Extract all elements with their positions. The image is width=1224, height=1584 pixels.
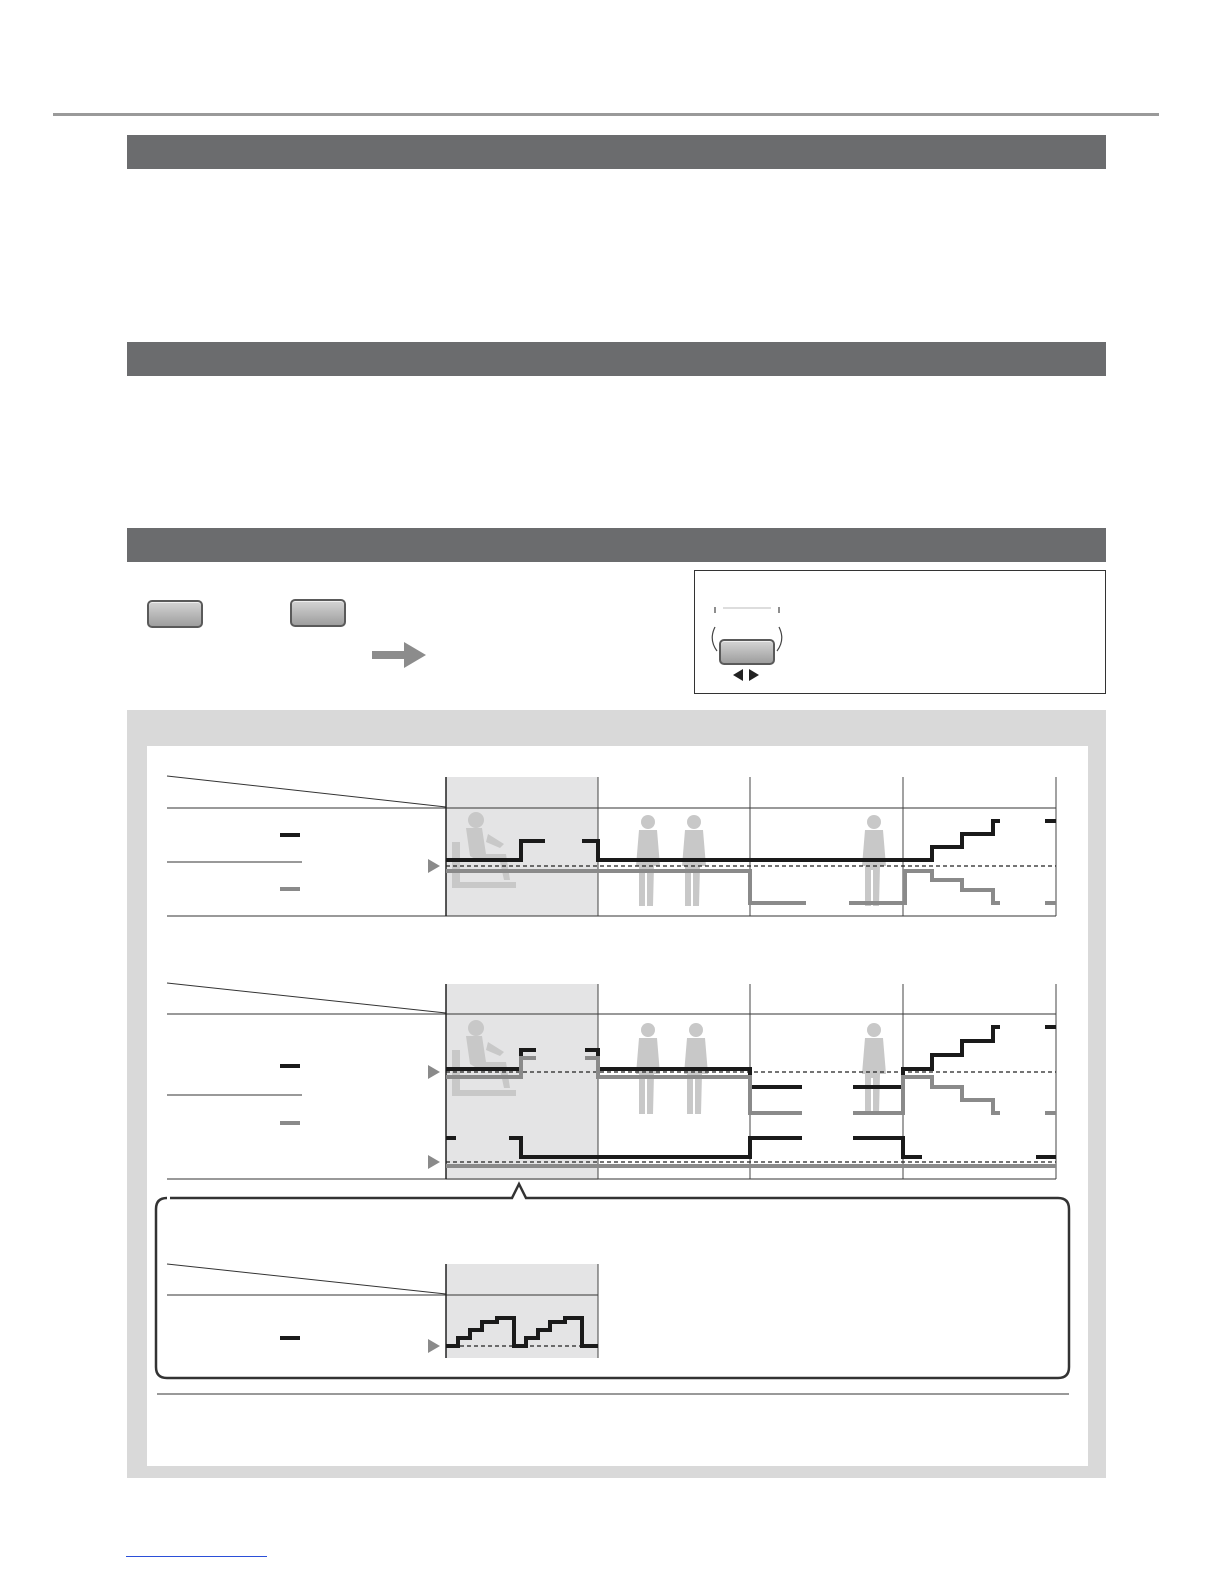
right-triangle-icon bbox=[428, 1065, 440, 1079]
dark-series-line bbox=[853, 1138, 922, 1157]
gray-series-line bbox=[849, 871, 1000, 903]
diagram-2 bbox=[167, 983, 1056, 1180]
callout-box bbox=[156, 1184, 1069, 1378]
right-triangle-icon bbox=[428, 1155, 440, 1169]
right-triangle-icon bbox=[428, 859, 440, 873]
shaded-column bbox=[446, 1264, 598, 1358]
diagram-1 bbox=[167, 776, 1056, 916]
footer-link-underline[interactable] bbox=[126, 1556, 267, 1557]
